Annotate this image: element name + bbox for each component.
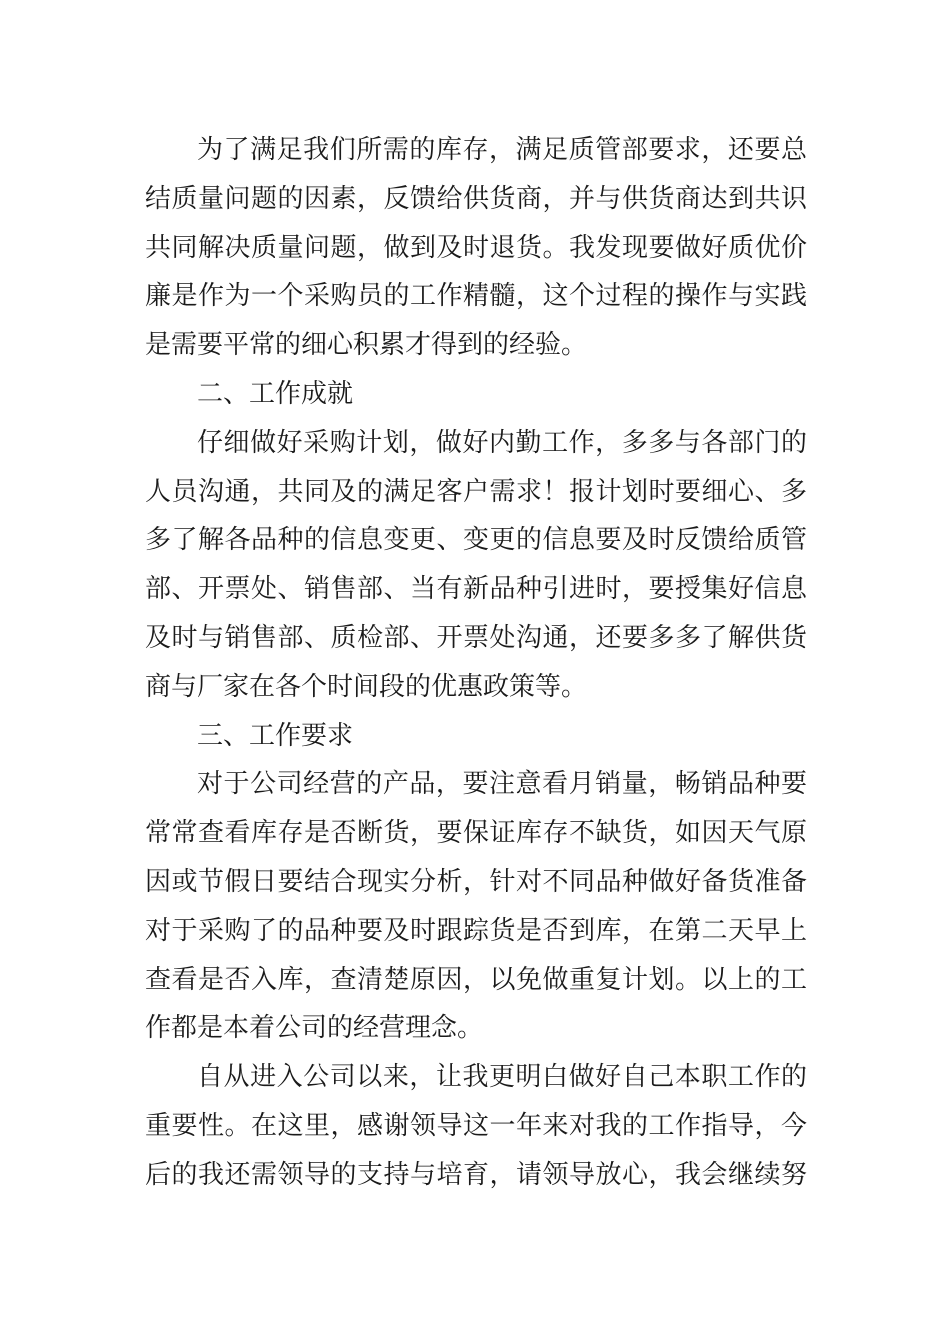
paragraph-line: 多了解各品种的信息变更、变更的信息要及时反馈给质管 (145, 525, 807, 556)
paragraph-line: 作都是本着公司的经营理念。 (145, 1013, 484, 1044)
paragraph-line: 为了满足我们所需的库存，满足质管部要求，还要总 (197, 135, 807, 165)
paragraph-line: 常常查看库存是否断货，要保证库存不缺货，如因天气原 (145, 818, 807, 849)
section-heading: 三、工作要求 (197, 720, 354, 751)
paragraph-line: 后的我还需领导的支持与培育，请领导放心，我会继续努 (145, 1159, 807, 1190)
paragraph-line: 重要性。在这里，感谢领导这一年来对我的工作指导，今 (145, 1110, 807, 1141)
section-heading: 二、工作成就 (197, 378, 354, 409)
paragraph-line: 人员沟通，共同及的满足客户需求！报计划时要细心、多 (145, 476, 807, 507)
paragraph-line: 结质量问题的因素，反馈给供货商，并与供货商达到共识 (145, 183, 807, 214)
paragraph-line: 及时与销售部、质检部、开票处沟通，还要多多了解供货 (145, 622, 807, 653)
paragraph-line: 廉是作为一个采购员的工作精髓，这个过程的操作与实践 (145, 281, 807, 312)
document-body (145, 126, 807, 1200)
paragraph-line: 自从进入公司以来，让我更明白做好自己本职工作的 (197, 1062, 807, 1093)
paragraph-line: 查看是否入库，查清楚原因，以免做重复计划。以上的工 (145, 964, 807, 995)
paragraph-line: 共同解决质量问题，做到及时退货。我发现要做好质优价 (145, 232, 807, 263)
paragraph-line: 部、开票处、销售部、当有新品种引进时，要授集好信息 (145, 574, 807, 605)
paragraph-line: 对于公司经营的产品，要注意看月销量，畅销品种要 (197, 769, 807, 800)
paragraph-line: 是需要平常的细心积累才得到的经验。 (145, 330, 588, 361)
paragraph-line: 仔细做好采购计划，做好内勤工作，多多与各部门的 (197, 427, 807, 458)
paragraph-line: 因或节假日要结合现实分析，针对不同品种做好备货准备 (145, 866, 807, 897)
paragraph-line: 对于采购了的品种要及时跟踪货是否到库，在第二天早上 (145, 915, 807, 946)
paragraph-line: 商与厂家在各个时间段的优惠政策等。 (145, 671, 588, 702)
